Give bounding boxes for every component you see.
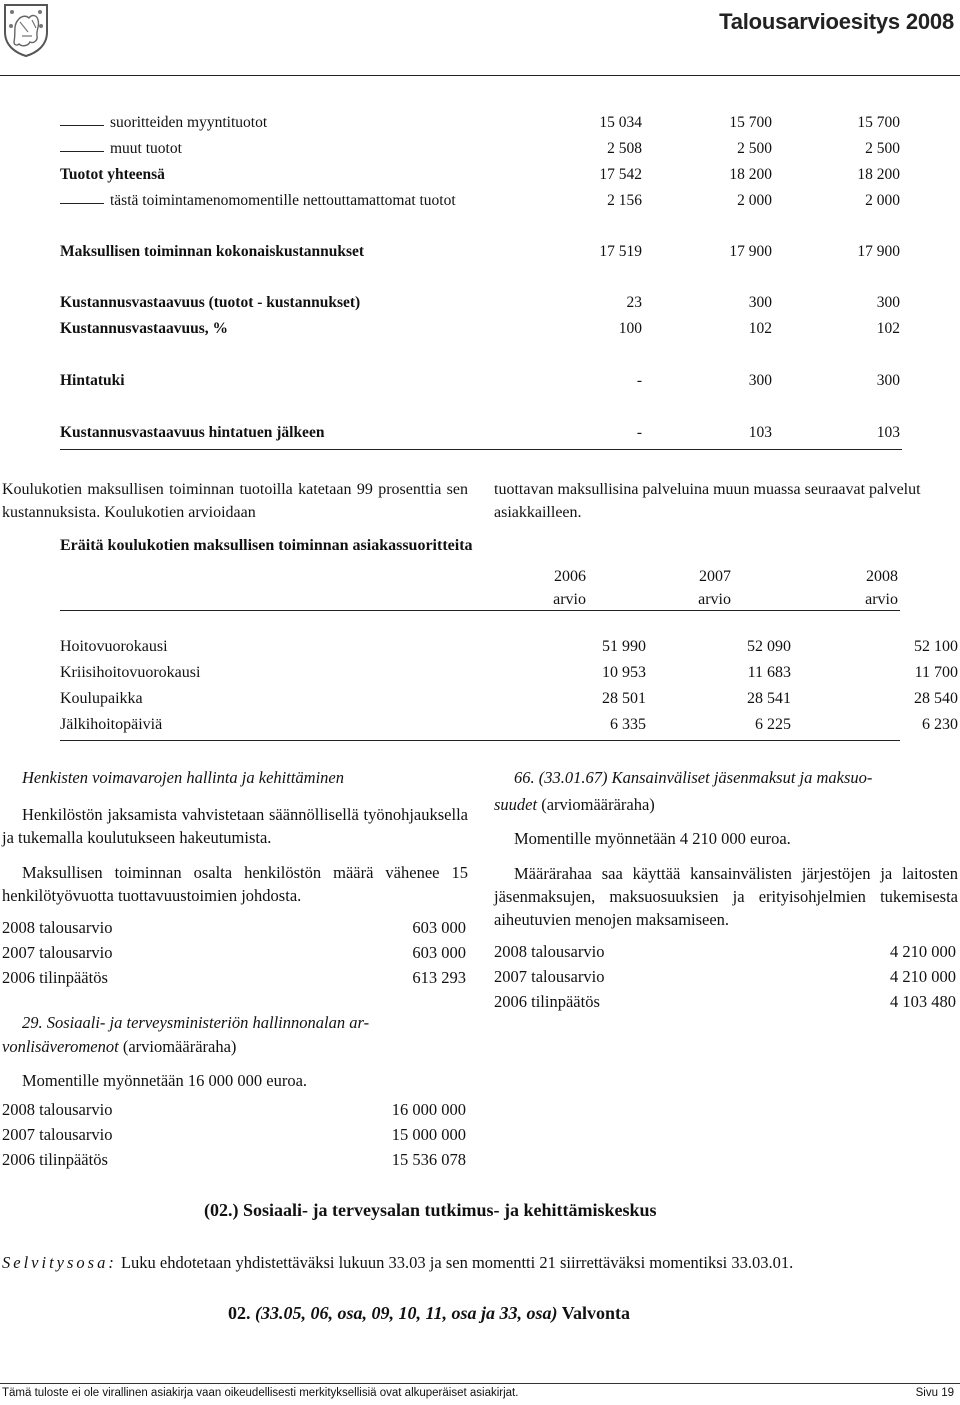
table-row (60, 638, 958, 662)
table2-header-col1 (476, 565, 586, 611)
dash-marker (60, 125, 104, 126)
table-row (60, 114, 900, 136)
cell-value: 6 335 (610, 716, 646, 733)
table-row (60, 664, 958, 688)
header-year: 2007 (699, 568, 731, 585)
item-title-cont: vonlisäveromenot (2, 1037, 119, 1056)
budget-label: 2007 talousarvio (2, 943, 113, 962)
item-29-paragraph: Momentille myönnetään 16 000 000 euroa. (22, 1071, 308, 1090)
budget-value: 15 000 000 (391, 1125, 466, 1144)
selvitys-label: Selvitysosa: (2, 1253, 117, 1272)
budget-row (494, 967, 956, 989)
cell-value: 17 900 (857, 243, 900, 260)
header-sub: arvio (698, 591, 731, 608)
table2-header-rule (60, 610, 900, 611)
table-row (60, 320, 900, 342)
cell-value: 2 000 (737, 192, 772, 209)
row-label: muut tuotot (110, 140, 182, 157)
cell-value: 18 200 (857, 166, 900, 183)
row-label: Kriisihoitovuorokausi (60, 664, 201, 681)
item-title: Sosiaali- ja terveysministeriön hallinnonalan ar- (46, 1013, 370, 1032)
page-number: Sivu 19 (915, 1387, 954, 1399)
budget-row (2, 943, 466, 965)
cell-value: 103 (748, 424, 772, 441)
document-title: Talousarvioesitys 2008 (719, 9, 954, 34)
cell-value: 28 501 (602, 690, 646, 707)
item-title-cont: suudet (494, 795, 538, 814)
subsection-title: Valvonta (561, 1303, 631, 1323)
table2-title: Eräitä koulukotien maksullisen toiminnan asiakassuoritteita (60, 537, 473, 554)
paragraph-left: Koulukotien maksullisen toiminnan tuotoilla katetaan 99 prosenttia sen kustannuksista. Koulukotien arvioidaan (2, 481, 468, 521)
item-66-heading-line1 (514, 768, 872, 788)
cell-value: 2 500 (865, 140, 900, 157)
cell-value: - (636, 372, 642, 389)
paragraph-right: tuottavan maksullisina palveluina muun muassa seuraavat palvelut asiakkailleen. (494, 481, 921, 521)
table-row (60, 424, 900, 446)
cell-value: 17 542 (599, 166, 642, 183)
row-label: tästä toimintamenomomentille nettouttamattomat tuotot (110, 192, 456, 209)
budget-label: 2006 tilinpäätös (494, 992, 600, 1011)
cell-value: 17 519 (599, 243, 642, 260)
table2-header-col2 (621, 565, 731, 611)
row-label: suoritteiden myyntituotot (110, 114, 268, 131)
cell-value: 102 (748, 320, 772, 337)
table1-bottom-rule (60, 449, 902, 450)
row-label: Koulupaikka (60, 690, 143, 707)
footer-note: Tämä tuloste ei ole virallinen asiakirja vaan oikeudellisesti merkityksellisiä ovat alkuperäiset asiakirjat. (2, 1387, 519, 1399)
budget-label: 2008 talousarvio (494, 942, 605, 961)
footer-divider (0, 1383, 960, 1384)
cell-value: 28 541 (747, 690, 791, 707)
budget-value: 603 000 (412, 918, 466, 937)
cell-value: 102 (876, 320, 900, 337)
item-suffix: (arviomääräraha) (541, 795, 655, 814)
table-row (60, 372, 900, 394)
budget-value: 4 210 000 (890, 942, 956, 961)
table-row (60, 192, 900, 214)
cell-value: 6 230 (922, 716, 958, 733)
cell-value: 100 (618, 320, 642, 337)
cell-value: 28 540 (914, 690, 958, 707)
subsection-reference: (33.05, 06, osa, 09, 10, 11, osa ja 33, osa) (255, 1303, 558, 1323)
cell-value: 52 100 (914, 638, 958, 655)
cell-value: 23 (626, 294, 642, 311)
row-label: Hintatuki (60, 372, 125, 389)
budget-label: 2008 talousarvio (2, 1100, 113, 1119)
budget-value: 613 293 (412, 968, 466, 987)
subsection-number: 02. (228, 1303, 251, 1323)
table-row (60, 716, 958, 740)
budget-row (2, 1150, 466, 1172)
budget-label: 2007 talousarvio (2, 1125, 113, 1144)
item-suffix: (arviomääräraha) (122, 1037, 237, 1056)
cell-value: 11 683 (747, 664, 791, 681)
cell-value: 103 (876, 424, 900, 441)
table-row (60, 294, 900, 316)
cell-value: - (636, 424, 642, 441)
row-label: Jälkihoitopäiviä (60, 716, 163, 733)
row-label: Tuotot yhteensä (60, 166, 165, 183)
cell-value: 51 990 (602, 638, 646, 655)
table-row (60, 243, 900, 265)
selvitys-line (2, 1253, 793, 1273)
header-divider (0, 75, 960, 76)
budget-label: 2008 talousarvio (2, 918, 113, 937)
cell-value: 18 200 (729, 166, 772, 183)
cell-value: 15 700 (857, 114, 900, 131)
item-29-heading-line2 (2, 1037, 236, 1057)
budget-label: 2007 talousarvio (494, 967, 605, 986)
dash-marker (60, 203, 104, 204)
budget-row (494, 992, 956, 1014)
row-label: Maksullisen toiminnan kokonaiskustannukset (60, 243, 365, 260)
paragraph-henkilosto: Maksullisen toiminnan osalta henkilöstön määrä vähenee 15 henkilötyövuotta tuottavuustoimien johdosta. (2, 863, 468, 905)
budget-value: 4 103 480 (890, 992, 956, 1011)
cell-value: 300 (876, 294, 900, 311)
header-year: 2006 (554, 568, 586, 585)
item-number: 29. (22, 1013, 43, 1032)
item-66-heading-line2 (494, 795, 655, 815)
section-heading-henkisten: Henkisten voimavarojen hallinta ja kehittäminen (22, 768, 344, 787)
budget-label: 2006 tilinpäätös (2, 1150, 108, 1169)
cell-value: 300 (876, 372, 900, 389)
item-number: 66. (33.01.67) (514, 768, 608, 787)
budget-value: 603 000 (412, 943, 466, 962)
cell-value: 10 953 (602, 664, 646, 681)
cell-value: 2 156 (607, 192, 642, 209)
header-sub: arvio (553, 591, 586, 608)
budget-value: 16 000 000 (391, 1100, 466, 1119)
budget-row (2, 1125, 466, 1147)
subsection-heading-valvonta (228, 1303, 630, 1324)
table-row (60, 690, 958, 714)
cell-value: 300 (748, 372, 772, 389)
budget-value: 4 210 000 (890, 967, 956, 986)
item-title: Kansainväliset jäsenmaksut ja maksuo- (611, 768, 873, 787)
header-sub: arvio (865, 591, 898, 608)
item-66-paragraph-grant: Momentille myönnetään 4 210 000 euroa. (514, 829, 791, 848)
table-row (60, 140, 900, 162)
budget-row (494, 942, 956, 964)
cell-value: 300 (748, 294, 772, 311)
row-label: Kustannusvastaavuus (tuotot - kustannukset) (60, 294, 361, 311)
finnish-lion-coat-of-arms-icon (2, 2, 50, 63)
budget-value: 15 536 078 (391, 1150, 466, 1169)
cell-value: 6 225 (755, 716, 791, 733)
budget-row (2, 968, 466, 990)
row-label: Kustannusvastaavuus hintatuen jälkeen (60, 424, 325, 441)
dash-marker (60, 151, 104, 152)
paragraph-jaksaminen: Henkilöstön jaksamista vahvistetaan säännöllisellä työnohjauksella ja tukemalla koulutukseen hakeutumista. (2, 805, 468, 847)
table2-bottom-rule (60, 740, 900, 741)
budget-row (2, 918, 466, 940)
cell-value: 17 900 (729, 243, 772, 260)
item-29-heading-line1 (22, 1013, 369, 1033)
header-year: 2008 (866, 568, 898, 585)
row-label: Hoitovuorokausi (60, 638, 168, 655)
cell-value: 2 000 (865, 192, 900, 209)
row-label: Kustannusvastaavuus, % (60, 320, 228, 337)
cell-value: 11 700 (914, 664, 958, 681)
cell-value: 15 034 (599, 114, 642, 131)
section-heading-02: (02.) Sosiaali- ja terveysalan tutkimus- ja kehittämiskeskus (204, 1200, 657, 1220)
selvitys-text: Luku ehdotetaan yhdistettäväksi lukuun 33.03 ja sen momentti 21 siirrettäväksi momentiksi 33.03.01. (120, 1253, 794, 1272)
cell-value: 2 508 (607, 140, 642, 157)
cell-value: 2 500 (737, 140, 772, 157)
item-66-paragraph-usage: Määrärahaa saa käyttää kansainvälisten järjestöjen ja laitosten jäsenmaksujen, maksuosuuksien ja erityisohjelmien tukemisesta aiheutuvien menojen maksamiseen. (494, 864, 958, 929)
budget-label: 2006 tilinpäätös (2, 968, 108, 987)
budget-row (2, 1100, 466, 1122)
cell-value: 15 700 (729, 114, 772, 131)
table2-header-col3 (788, 565, 898, 611)
table-row (60, 166, 900, 188)
cell-value: 52 090 (747, 638, 791, 655)
